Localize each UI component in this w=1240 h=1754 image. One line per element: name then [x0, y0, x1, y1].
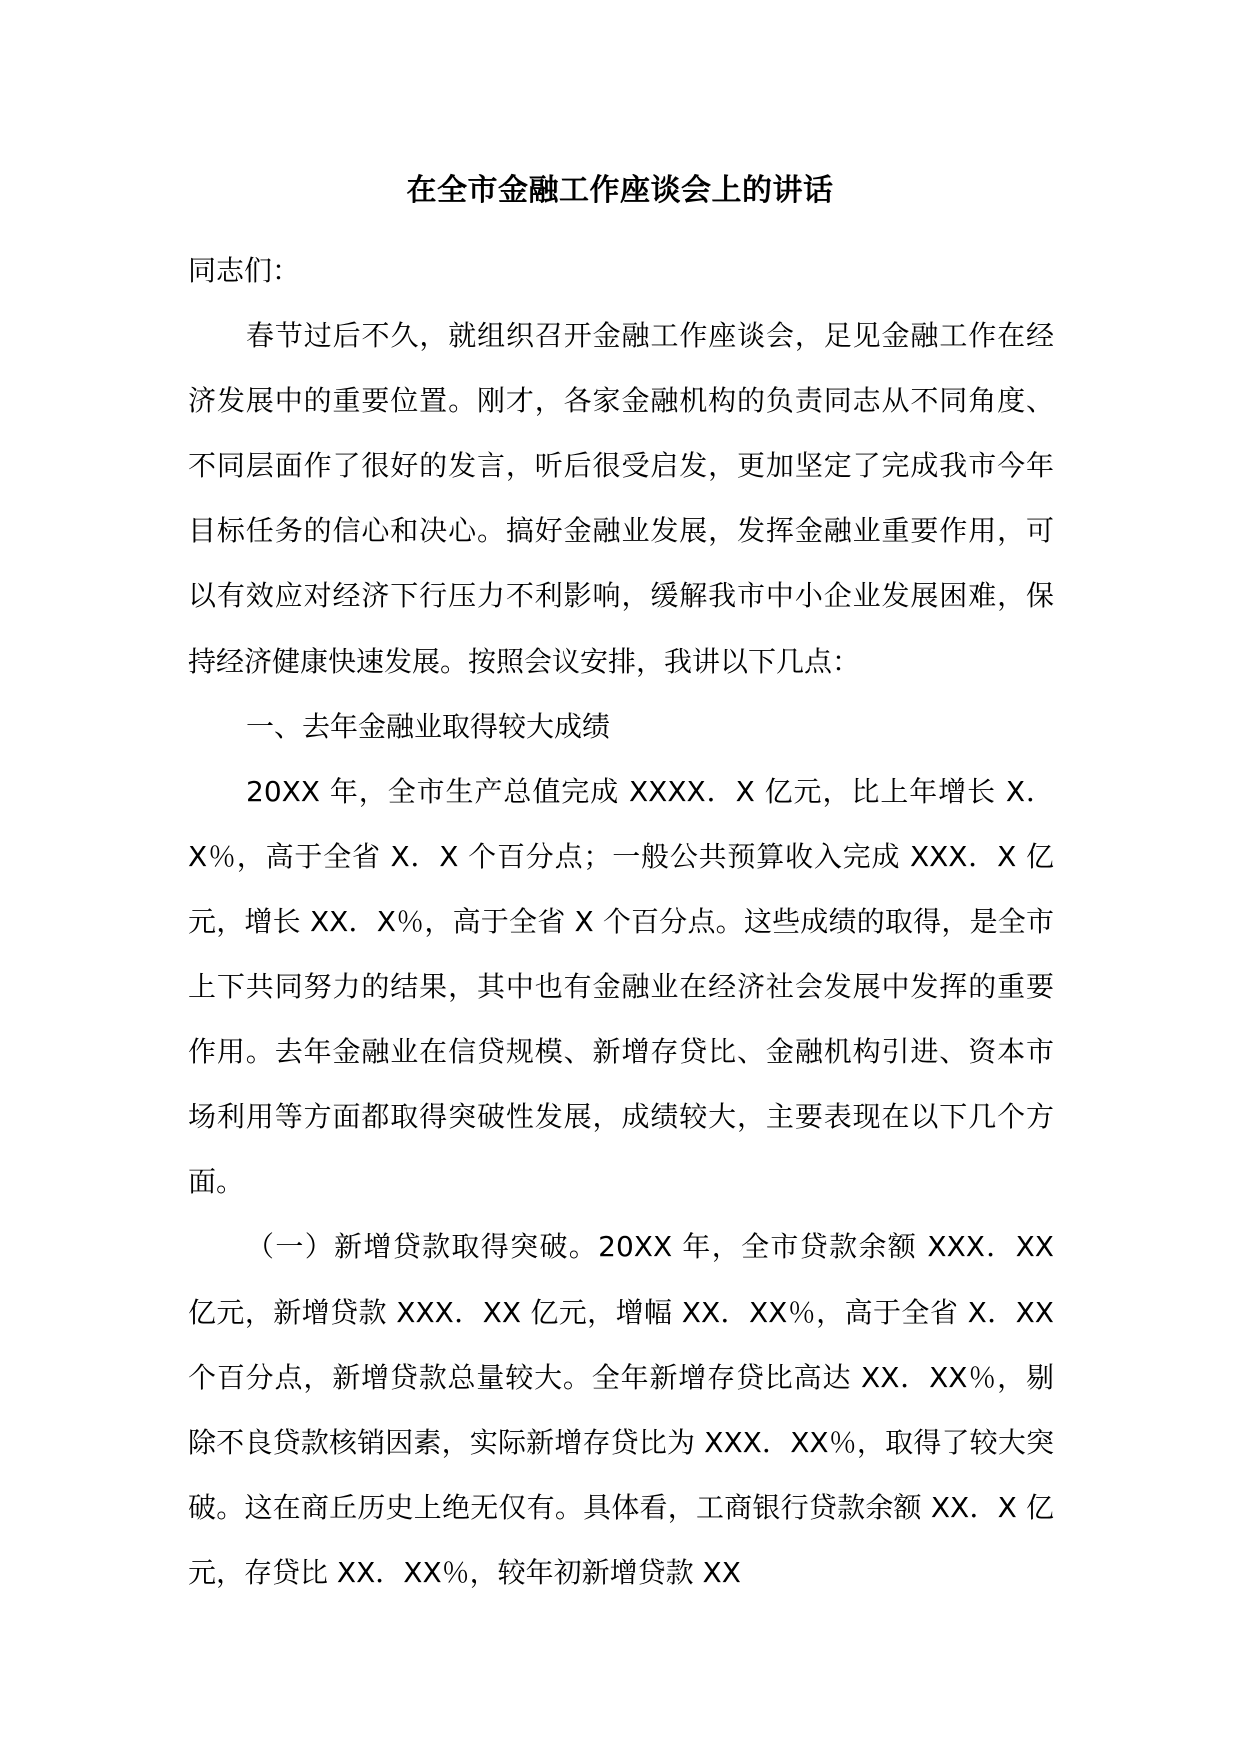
document-title: 在全市金融工作座谈会上的讲话 [406, 173, 834, 208]
paragraph-new-loans: （一）新增贷款取得突破。20XX 年，全市贷款余额 XXX．XX 亿元，新增贷款 XXX．XX 亿元，增幅 XX．XX％，高于全省 X．XX 个百分点，新增贷款总量较大。全年新增存贷比高达 XX．XX％，剔除不良贷款核销因素，实际新增存贷比为 XXX．XX％，取得了较大突破。这在商丘历史上绝无仅有。具体看，工商银行贷款余额 XX．X 亿元，存贷比 XX．XX％，较年初新增贷款 XX [188, 1230, 1054, 1589]
paragraph-opening: 春节过后不久，就组织召开金融工作座谈会，足见金融工作在经济发展中的重要位置。刚才，各家金融机构的负责同志从不同角度、不同层面作了很好的发言，听后很受启发，更加坚定了完成我市今年目标任务的信心和决心。搞好金融业发展，发挥金融业重要作用，可以有效应对经济下行压力不利影响，缓解我市中小企业发展困难，保持经济健康快速发展。按照会议安排，我讲以下几点： [188, 319, 1054, 678]
paragraph-achievements: 20XX 年，全市生产总值完成 XXXX．X 亿元，比上年增长 X．X％，高于全省 X．X 个百分点；一般公共预算收入完成 XXX．X 亿元，增长 XX．X％，高于全省 X 个百分点。这些成绩的取得，是全市上下共同努力的结果，其中也有金融业在经济社会发展中发挥的重要作用。去年金融业在信贷规模、新增存贷比、金融机构引进、资本市场利用等方面都取得突破性发展，成绩较大，主要表现在以下几个方面。 [188, 774, 1054, 1199]
section-heading: 一、去年金融业取得较大成绩 [246, 709, 611, 743]
document-body [188, 238, 1054, 1605]
salutation: 同志们： [188, 254, 301, 287]
